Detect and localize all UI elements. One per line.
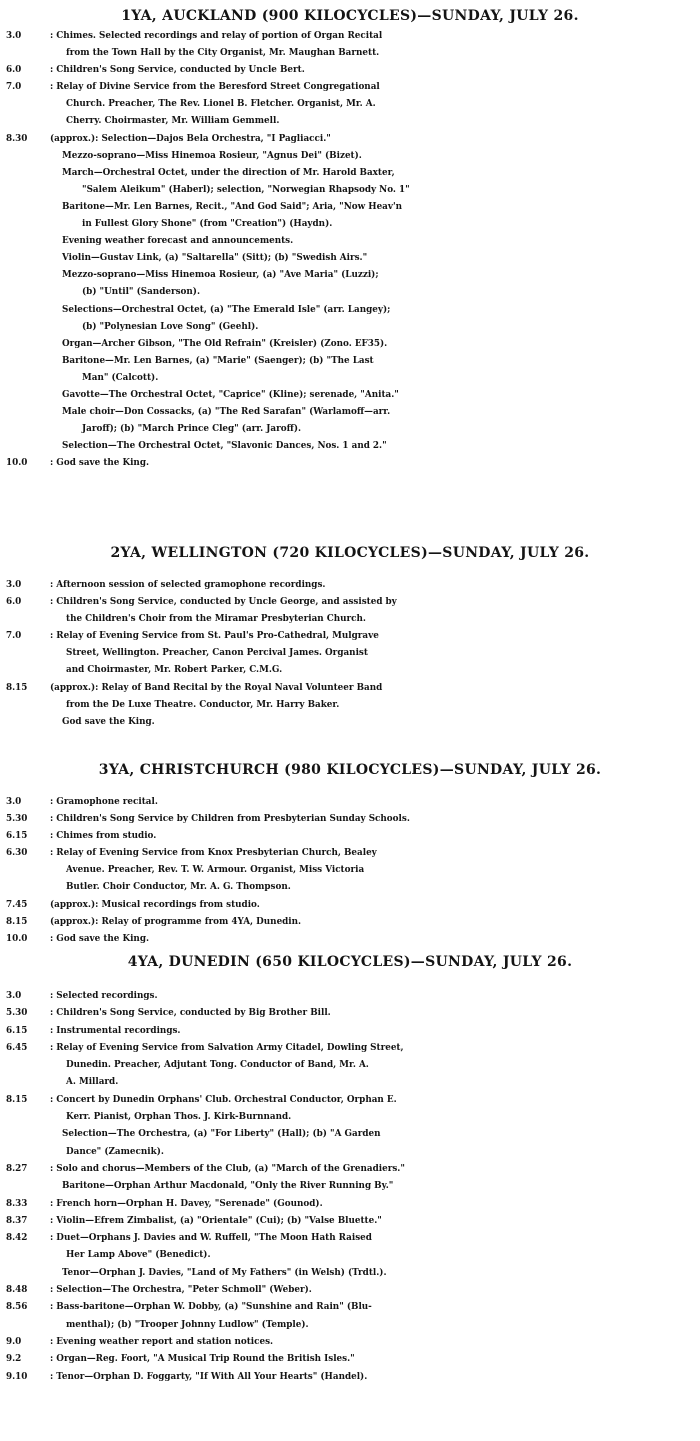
programme-line bbox=[0, 302, 700, 319]
programme-line bbox=[0, 714, 700, 731]
programme-text: : Relay of Divine Service from the Beresford Street Congregational bbox=[50, 82, 380, 93]
programme-line bbox=[0, 914, 700, 931]
programme-line bbox=[0, 455, 700, 472]
programme-text: : Children's Song Service, conducted by Uncle Bert. bbox=[50, 65, 305, 76]
programme-line bbox=[0, 680, 700, 697]
programme-text: Gavotte—The Orchestral Octet, "Caprice" (Kline); serenade, "Anita." bbox=[62, 389, 399, 400]
programme-text: Mezzo-soprano—Miss Hinemoa Rosieur, (a) "Ave Maria" (Luzzi); bbox=[62, 270, 379, 281]
programme-line bbox=[0, 216, 700, 233]
programme-text: Dunedin. Preacher, Adjutant Tong. Conductor of Band, Mr. A. bbox=[66, 1060, 369, 1071]
programme-text: God save the King. bbox=[62, 716, 155, 727]
programme-line bbox=[0, 1057, 700, 1074]
programme-text: : Relay of Evening Service from Salvation Army Citadel, Dowling Street, bbox=[50, 1042, 404, 1053]
programme-time: 3.0 bbox=[6, 797, 22, 807]
programme-line bbox=[0, 1351, 700, 1368]
station-heading: 4YA, DUNEDIN (650 KILOCYCLES)—SUNDAY, JULY 26. bbox=[127, 954, 573, 970]
programme-time: 6.0 bbox=[6, 597, 22, 608]
programme-text: : Relay of Evening Service from Knox Presbyterian Church, Bealey bbox=[50, 848, 377, 859]
programme-line bbox=[0, 182, 700, 199]
programme-text: : Solo and chorus—Members of the Club, (a) "March of the Grenadiers." bbox=[50, 1163, 405, 1174]
programme-text: Dance" (Zamecnik). bbox=[66, 1146, 164, 1157]
programme-line bbox=[0, 1317, 700, 1334]
programme-text: Butler. Choir Conductor, Mr. A. G. Thompson. bbox=[66, 882, 291, 893]
programme-line bbox=[0, 267, 700, 284]
programme-text: : Children's Song Service, conducted by Big Brother Bill. bbox=[50, 1008, 331, 1019]
programme-line bbox=[0, 931, 700, 948]
programme-line bbox=[0, 1040, 700, 1057]
programme-text: Selection—The Orchestral Octet, "Slavonic Dances, Nos. 1 and 2." bbox=[62, 441, 387, 452]
programme-list bbox=[0, 28, 700, 472]
programme-line bbox=[0, 28, 700, 45]
programme-text: Man" (Calcott). bbox=[82, 372, 159, 383]
programme-line bbox=[0, 1334, 700, 1351]
programme-text: Mezzo-soprano—Miss Hinemoa Rosieur, "Agnus Dei" (Bizet). bbox=[62, 150, 362, 161]
programme-time: 6.30 bbox=[6, 848, 28, 859]
programme-text: : God save the King. bbox=[50, 458, 150, 469]
programme-text: : Relay of Evening Service from St. Paul's Pro-Cathedral, Mulgrave bbox=[50, 631, 379, 642]
programme-time: 8.42 bbox=[6, 1233, 28, 1244]
programme-time: 9.0 bbox=[6, 1336, 22, 1347]
programme-line bbox=[0, 113, 700, 130]
programme-line bbox=[0, 1178, 700, 1195]
programme-text: (approx.): Musical recordings from studio. bbox=[50, 899, 260, 910]
programme-text: Tenor—Orphan J. Davies, "Land of My Fathers" (in Welsh) (Trdtl.). bbox=[62, 1267, 387, 1278]
programme-line bbox=[0, 284, 700, 301]
programme-text: (b) "Until" (Sanderson). bbox=[82, 287, 201, 298]
programme-time: 6.15 bbox=[6, 831, 28, 842]
programme-text: A. Millard. bbox=[66, 1077, 119, 1088]
programme-line bbox=[0, 404, 700, 421]
programme-line bbox=[0, 1144, 700, 1161]
programme-text: Selection—The Orchestra, (a) "For Liberty" (Hall); (b) "A Garden bbox=[62, 1129, 381, 1140]
programme-text: : Children's Song Service by Children from Presbyterian Sunday Schools. bbox=[50, 814, 410, 825]
programme-text: Selections—Orchestral Octet, (a) "The Emerald Isle" (arr. Langey); bbox=[62, 304, 391, 315]
programme-line bbox=[0, 1230, 700, 1247]
programme-line bbox=[0, 1092, 700, 1109]
programme-time: 8.33 bbox=[6, 1198, 28, 1209]
programme-text: in Fullest Glory Shone" (from "Creation") (Haydn). bbox=[82, 219, 333, 230]
programme-line bbox=[0, 879, 700, 896]
programme-line bbox=[0, 1161, 700, 1178]
programme-line bbox=[0, 387, 700, 404]
programme-text: : Chimes. Selected recordings and relay of portion of Organ Recital bbox=[50, 31, 383, 41]
programme-time: 8.30 bbox=[6, 133, 28, 144]
programme-time: 10.0 bbox=[6, 933, 28, 944]
programme-line bbox=[0, 862, 700, 879]
programme-line bbox=[0, 828, 700, 845]
programme-text: (approx.): Selection—Dajos Bela Orchestra, "I Pagliacci." bbox=[50, 133, 331, 144]
programme-text: Church. Preacher, The Rev. Lionel B. Fletcher. Organist, Mr. A. bbox=[66, 99, 376, 110]
programme-line bbox=[0, 1126, 700, 1143]
programme-line bbox=[0, 645, 700, 662]
station-heading: 2YA, WELLINGTON (720 KILOCYCLES)—SUNDAY, JULY 26. bbox=[110, 545, 590, 561]
programme-line bbox=[0, 438, 700, 455]
programme-text: Street, Wellington. Preacher, Canon Percival James. Organist bbox=[66, 648, 368, 659]
programme-time: 5.30 bbox=[6, 814, 28, 825]
programme-time: 8.37 bbox=[6, 1215, 28, 1226]
programme-text: Baritone—Orphan Arthur Macdonald, "Only the River Running By." bbox=[62, 1181, 394, 1192]
programme-text: : Chimes from studio. bbox=[50, 831, 157, 842]
programme-line bbox=[0, 594, 700, 611]
programme-line bbox=[0, 250, 700, 267]
programme-line bbox=[0, 421, 700, 438]
programme-time: 7.0 bbox=[6, 82, 22, 93]
programme-time: 8.15 bbox=[6, 916, 28, 927]
programme-line bbox=[0, 845, 700, 862]
programme-line bbox=[0, 794, 700, 811]
programme-line bbox=[0, 1213, 700, 1230]
programme-line bbox=[0, 1265, 700, 1282]
programme-line bbox=[0, 988, 700, 1005]
station-heading: 1YA, AUCKLAND (900 KILOCYCLES)—SUNDAY, JULY 26. bbox=[121, 8, 579, 24]
programme-text: : Organ—Reg. Foort, "A Musical Trip Round the British Isles." bbox=[50, 1354, 355, 1365]
programme-line bbox=[0, 353, 700, 370]
programme-text: : Bass-baritone—Orphan W. Dobby, (a) "Sunshine and Rain" (Blu- bbox=[50, 1302, 372, 1313]
programme-text: : Tenor—Orphan D. Foggarty, "If With All Your Hearts" (Handel). bbox=[50, 1371, 368, 1382]
programme-line bbox=[0, 577, 700, 594]
programme-time: 10.0 bbox=[6, 458, 28, 469]
programme-time: 6.0 bbox=[6, 65, 22, 76]
programme-text: menthal); (b) "Trooper Johnny Ludlow" (Temple). bbox=[66, 1319, 309, 1330]
programme-text: : Evening weather report and station notices. bbox=[50, 1336, 274, 1347]
station-heading: 3YA, CHRISTCHURCH (980 KILOCYCLES)—SUNDAY, JULY 26. bbox=[98, 762, 602, 778]
programme-line bbox=[0, 199, 700, 216]
programme-text: : Duet—Orphans J. Davies and W. Ruffell, "The Moon Hath Raised bbox=[50, 1233, 372, 1244]
programme-line bbox=[0, 62, 700, 79]
programme-line bbox=[0, 1299, 700, 1316]
programme-line bbox=[0, 697, 700, 714]
programme-line bbox=[0, 811, 700, 828]
programme-line bbox=[0, 96, 700, 113]
programme-time: 9.10 bbox=[6, 1371, 28, 1382]
programme-text: March—Orchestral Octet, under the direction of Mr. Harold Baxter, bbox=[62, 167, 395, 178]
programme-text: (approx.): Relay of programme from 4YA, Dunedin. bbox=[50, 916, 302, 927]
programme-text: : French horn—Orphan H. Davey, "Serenade" (Gounod). bbox=[50, 1198, 323, 1209]
programme-text: (b) "Polynesian Love Song" (Geehl). bbox=[82, 321, 259, 332]
programme-text: Baritone—Mr. Len Barnes, Recit., "And God Said"; Aria, "Now Heav'n bbox=[62, 201, 403, 212]
programme-line bbox=[0, 319, 700, 336]
programme-text: : Afternoon session of selected gramophone recordings. bbox=[50, 580, 326, 590]
programme-line bbox=[0, 336, 700, 353]
programme-text: : Concert by Dunedin Orphans' Club. Orchestral Conductor, Orphan E. bbox=[50, 1094, 397, 1105]
programme-time: 8.48 bbox=[6, 1285, 28, 1296]
programme-line bbox=[0, 1023, 700, 1040]
programme-text: Organ—Archer Gibson, "The Old Refrain" (Kreisler) (Zono. EF35). bbox=[62, 338, 388, 349]
programme-text: Kerr. Pianist, Orphan Thos. J. Kirk-Burnnand. bbox=[66, 1112, 292, 1123]
programme-time: 6.15 bbox=[6, 1025, 28, 1036]
programme-line bbox=[0, 662, 700, 679]
programme-time: 5.30 bbox=[6, 1008, 28, 1019]
programme-line bbox=[0, 611, 700, 628]
programme-line bbox=[0, 1369, 700, 1386]
programme-line bbox=[0, 165, 700, 182]
programme-time: 3.0 bbox=[6, 991, 22, 1001]
programme-text: the Children's Choir from the Miramar Presbyterian Church. bbox=[66, 614, 366, 625]
programme-text: Jaroff); (b) "March Prince Cleg" (arr. Jaroff). bbox=[82, 424, 302, 435]
programme-time: 8.15 bbox=[6, 1094, 28, 1105]
programme-time: 3.0 bbox=[6, 580, 22, 590]
programme-text: from the De Luxe Theatre. Conductor, Mr. Harry Baker. bbox=[66, 699, 340, 710]
programme-time: 8.15 bbox=[6, 682, 28, 693]
programme-text: "Salem Aleikum" (Haberl); selection, "Norwegian Rhapsody No. 1" bbox=[82, 184, 410, 195]
programme-line bbox=[0, 1074, 700, 1091]
programme-line bbox=[0, 1196, 700, 1213]
programme-text: Avenue. Preacher, Rev. T. W. Armour. Organist, Miss Victoria bbox=[66, 865, 365, 876]
programme-text: : Gramophone recital. bbox=[50, 797, 158, 807]
programme-line bbox=[0, 1247, 700, 1264]
programme-line bbox=[0, 1005, 700, 1022]
programme-text: Evening weather forecast and announcements. bbox=[62, 236, 294, 247]
programme-list bbox=[0, 794, 700, 948]
programme-text: Male choir—Don Cossacks, (a) "The Red Sarafan" (Warlamoff—arr. bbox=[62, 407, 391, 418]
programme-text: : Selected recordings. bbox=[50, 991, 158, 1001]
programme-time: 8.27 bbox=[6, 1163, 28, 1174]
programme-line bbox=[0, 370, 700, 387]
programme-line bbox=[0, 897, 700, 914]
programme-text: Her Lamp Above" (Benedict). bbox=[66, 1250, 211, 1261]
programme-time: 7.0 bbox=[6, 631, 22, 642]
programme-text: Cherry. Choirmaster, Mr. William Gemmell. bbox=[66, 116, 280, 127]
programme-text: Violin—Gustav Link, (a) "Saltarella" (Sitt); (b) "Swedish Airs." bbox=[62, 253, 368, 264]
programme-time: 3.0 bbox=[6, 31, 22, 41]
programme-text: Baritone—Mr. Len Barnes, (a) "Marie" (Saenger); (b) "The Last bbox=[62, 355, 374, 366]
programme-list bbox=[0, 577, 700, 731]
programme-line bbox=[0, 45, 700, 62]
programme-line bbox=[0, 148, 700, 165]
programme-line bbox=[0, 628, 700, 645]
programme-line bbox=[0, 1282, 700, 1299]
programme-text: (approx.): Relay of Band Recital by the Royal Naval Volunteer Band bbox=[50, 682, 383, 693]
programme-text: and Choirmaster, Mr. Robert Parker, C.M.G. bbox=[66, 665, 283, 676]
programme-line bbox=[0, 233, 700, 250]
programme-text: : Selection—The Orchestra, "Peter Schmoll" (Weber). bbox=[50, 1285, 312, 1296]
programme-line bbox=[0, 1109, 700, 1126]
programme-time: 8.56 bbox=[6, 1302, 28, 1313]
programme-text: from the Town Hall by the City Organist, Mr. Maughan Barnett. bbox=[66, 48, 380, 59]
programme-list bbox=[0, 988, 700, 1386]
programme-line bbox=[0, 131, 700, 148]
programme-text: : Violin—Efrem Zimbalist, (a) "Orientale" (Cui); (b) "Valse Bluette." bbox=[50, 1215, 382, 1226]
programme-text: : Instrumental recordings. bbox=[50, 1025, 181, 1036]
programme-time: 7.45 bbox=[6, 899, 28, 910]
programme-text: : God save the King. bbox=[50, 933, 150, 944]
programme-line bbox=[0, 79, 700, 96]
programme-time: 9.2 bbox=[6, 1354, 22, 1365]
programme-text: : Children's Song Service, conducted by Uncle George, and assisted by bbox=[50, 597, 397, 608]
programme-time: 6.45 bbox=[6, 1042, 28, 1053]
